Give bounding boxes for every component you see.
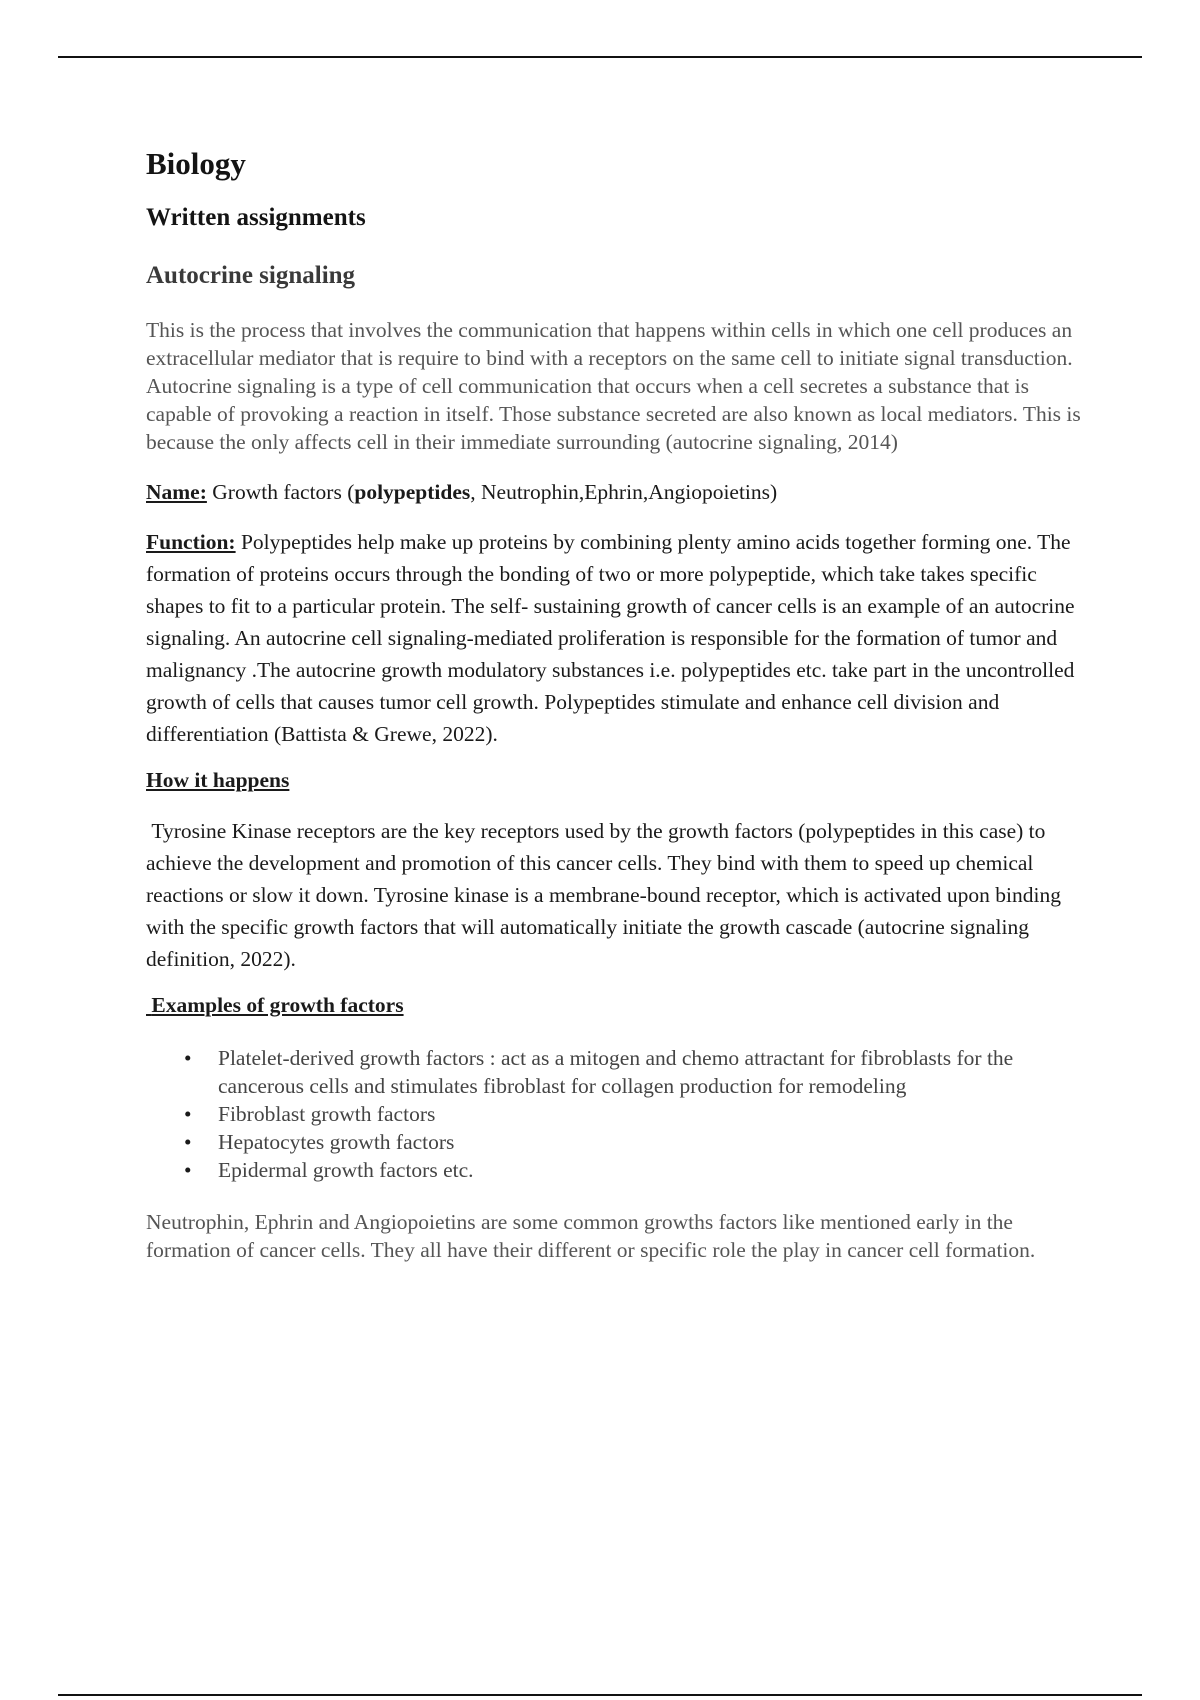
- function-text: Polypeptides help make up proteins by combining plenty amino acids together forming one. The formation of proteins occurs through the bonding of two or more polypeptide, which take takes specific shapes to fit to a particular protein. The self- sustaining growth of cancer cells is an example of an autocrine signaling. An autocrine cell signaling-mediated proliferation is responsible for the formation of tumor and malignancy .The autocrine growth modulatory substances i.e. polypeptides etc. take part in the uncontrolled growth of cells that causes tumor cell growth. Polypeptides stimulate and enhance cell division and differentiation (Battista & Grewe, 2022).: [146, 530, 1075, 746]
- function-paragraph: [146, 526, 1096, 750]
- examples-heading: Examples of growth factors: [146, 993, 404, 1017]
- name-text-before: Growth factors (: [206, 480, 355, 504]
- name-paragraph: [146, 476, 1096, 508]
- list-item-text: Hepatocytes growth factors: [218, 1130, 455, 1154]
- bullet-icon: •: [184, 1102, 192, 1126]
- examples-list: [146, 1044, 1096, 1184]
- list-item-text: Epidermal growth factors etc.: [218, 1158, 474, 1182]
- document-body: [146, 146, 1096, 1284]
- bullet-icon: •: [184, 1046, 192, 1070]
- intro-paragraph: This is the process that involves the communication that happens within cells in which one cell produces an extracellular mediator that is require to bind with a receptors on the same cell to initiate signal transduction. Autocrine signaling is a type of cell communication that occurs when a cell secretes a substance that is capable of provoking a reaction in itself. Those substance secreted are also known as local mediators. This is because the only affects cell in their immediate surrounding (autocrine signaling, 2014): [146, 318, 1081, 454]
- bottom-rule: [58, 1694, 1142, 1696]
- name-text-after: , Neutrophin,Ephrin,Angiopoietins): [470, 480, 778, 504]
- list-item-text: Platelet-derived growth factors : act as a mitogen and chemo attractant for fibroblasts for the cancerous cells and stimulates fibroblast for collagen production for remodeling: [218, 1046, 1014, 1098]
- list-item-text: Fibroblast growth factors: [218, 1102, 436, 1126]
- function-label: Function:: [146, 530, 236, 554]
- list-item: [184, 1128, 1096, 1156]
- list-item: [184, 1044, 1096, 1100]
- section-title: Autocrine signaling: [146, 262, 356, 289]
- list-item: [184, 1156, 1096, 1184]
- document-title: Biology: [146, 146, 246, 181]
- closing-paragraph: Neutrophin, Ephrin and Angiopoietins are some common growths factors like mentioned early in the formation of cancer cells. They all have their different or specific role the play in cancer cell formation.: [146, 1210, 1036, 1262]
- bullet-icon: •: [184, 1158, 192, 1182]
- name-label: Name:: [146, 480, 207, 504]
- document-subtitle: Written assignments: [146, 204, 366, 231]
- name-bold-term: polypeptides: [354, 480, 471, 504]
- list-item: [184, 1100, 1096, 1128]
- top-rule: [58, 56, 1142, 58]
- bullet-icon: •: [184, 1130, 192, 1154]
- how-it-happens-paragraph: Tyrosine Kinase receptors are the key receptors used by the growth factors (polypeptides in this case) to achieve the development and promotion of this cancer cells. They bind with them to speed up chemical reactions or slow it down. Tyrosine kinase is a membrane-bound receptor, which is activated upon binding with the specific growth factors that will automatically initiate the growth cascade (autocrine signaling definition, 2022).: [146, 819, 1067, 971]
- how-it-happens-heading: How it happens: [146, 768, 290, 792]
